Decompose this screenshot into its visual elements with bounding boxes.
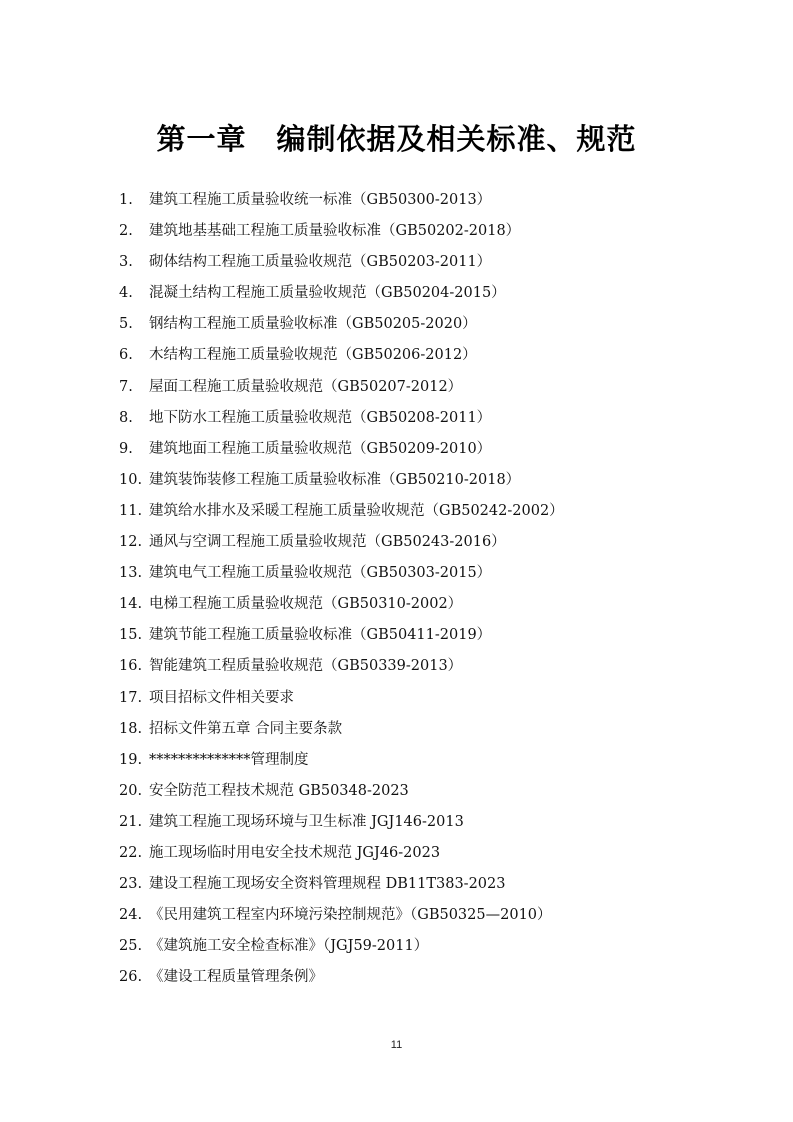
- list-item: [119, 838, 564, 869]
- list-item-text: 木结构工程施工质量验收规范（GB50206-2012）: [149, 347, 477, 364]
- list-item: [119, 558, 564, 589]
- list-item: [119, 900, 564, 931]
- list-item: [119, 278, 564, 309]
- list-item-number: 20.: [119, 782, 143, 799]
- list-item-text: 屋面工程施工质量验收规范（GB50207-2012）: [149, 378, 463, 395]
- list-item: [119, 683, 564, 714]
- list-item-number: 14.: [119, 596, 143, 613]
- list-item: [119, 589, 564, 620]
- list-item-number: 17.: [119, 689, 143, 706]
- page-number: 11: [390, 1039, 403, 1051]
- list-item-number: 22.: [119, 844, 143, 861]
- list-item-text: 建筑装饰装修工程施工质量验收标准（GB50210-2018）: [149, 471, 521, 488]
- list-item-text: 项目招标文件相关要求: [149, 689, 294, 706]
- list-item-text: 《建设工程质量管理条例》: [149, 969, 323, 986]
- list-item: [119, 527, 564, 558]
- list-item: [119, 869, 564, 900]
- list-item: [119, 620, 564, 651]
- list-item-number: 4.: [119, 285, 133, 302]
- list-item-text: 建筑工程施工现场环境与卫生标准 JGJ146-2013: [149, 813, 464, 830]
- list-item: [119, 372, 564, 403]
- list-item-text: 建筑地面工程施工质量验收规范（GB50209-2010）: [149, 440, 492, 457]
- list-item-text: 施工现场临时用电安全技术规范 JGJ46-2023: [149, 844, 441, 861]
- list-item-number: 19.: [119, 751, 143, 768]
- list-item-number: 12.: [119, 534, 143, 551]
- reference-list: [119, 185, 564, 993]
- list-item-number: 15.: [119, 627, 143, 644]
- chapter-title: 第一章 编制依据及相关标准、规范: [156, 122, 637, 156]
- list-item-text: 建筑给水排水及采暖工程施工质量验收规范（GB50242-2002）: [149, 502, 564, 519]
- list-item-number: 16.: [119, 658, 143, 675]
- list-item-number: 8.: [119, 409, 133, 426]
- list-item: [119, 962, 564, 993]
- list-item-number: 7.: [119, 378, 133, 395]
- list-item-text: 电梯工程施工质量验收规范（GB50310-2002）: [149, 596, 463, 613]
- list-item-text: 建筑节能工程施工质量验收标准（GB50411-2019）: [149, 627, 492, 644]
- list-item: [119, 651, 564, 682]
- list-item-text: 《民用建筑工程室内环境污染控制规范》（GB50325—2010）: [149, 907, 552, 924]
- list-item-number: 23.: [119, 876, 143, 893]
- list-item-text: 混凝土结构工程施工质量验收规范（GB50204-2015）: [149, 285, 506, 302]
- list-item-text: 《建筑施工安全检查标准》（JGJ59-2011）: [149, 938, 429, 955]
- list-item-number: 26.: [119, 969, 143, 986]
- list-item-number: 21.: [119, 813, 143, 830]
- list-item: [119, 185, 564, 216]
- list-item-text: 智能建筑工程质量验收规范（GB50339-2013）: [149, 658, 463, 675]
- list-item: [119, 714, 564, 745]
- list-item-text: 通风与空调工程施工质量验收规范（GB50243-2016）: [149, 534, 506, 551]
- list-item: [119, 807, 564, 838]
- list-item: [119, 247, 564, 278]
- list-item-number: 25.: [119, 938, 143, 955]
- list-item-number: 11.: [119, 502, 143, 519]
- list-item-text: 建筑工程施工质量验收统一标准（GB50300-2013）: [149, 192, 492, 208]
- list-item-number: 10.: [119, 471, 143, 488]
- list-item: [119, 403, 564, 434]
- list-item: [119, 496, 564, 527]
- list-item-text: 建筑电气工程施工质量验收规范（GB50303-2015）: [149, 565, 492, 582]
- list-item: [119, 931, 564, 962]
- list-item-number: 3.: [119, 254, 133, 271]
- list-item-number: 5.: [119, 316, 133, 333]
- list-item: [119, 776, 564, 807]
- list-item-text: 地下防水工程施工质量验收规范（GB50208-2011）: [149, 409, 492, 426]
- list-item: [119, 465, 564, 496]
- list-item-text: 建筑地基基础工程施工质量验收标准（GB50202-2018）: [149, 223, 521, 240]
- list-item-text: 安全防范工程技术规范 GB50348-2023: [149, 782, 409, 799]
- list-item-number: 13.: [119, 565, 143, 582]
- list-item-number: 6.: [119, 347, 133, 364]
- list-item-number: 24.: [119, 907, 143, 924]
- list-item: [119, 340, 564, 371]
- list-item-text: 砌体结构工程施工质量验收规范（GB50203-2011）: [149, 254, 492, 271]
- list-item: [119, 216, 564, 247]
- list-item: [119, 434, 564, 465]
- list-item-number: 18.: [119, 720, 143, 737]
- list-item: [119, 309, 564, 340]
- list-item-number: 1.: [119, 192, 133, 208]
- list-item-number: 9.: [119, 440, 133, 457]
- list-item: [119, 745, 564, 776]
- list-item-text: 建设工程施工现场安全资料管理规程 DB11T383-2023: [149, 876, 506, 893]
- list-item-text: 钢结构工程施工质量验收标准（GB50205-2020）: [149, 316, 477, 333]
- list-item-number: 2.: [119, 223, 133, 240]
- list-item-text: 招标文件第五章 合同主要条款: [149, 720, 343, 737]
- list-item-text: **************管理制度: [149, 751, 309, 768]
